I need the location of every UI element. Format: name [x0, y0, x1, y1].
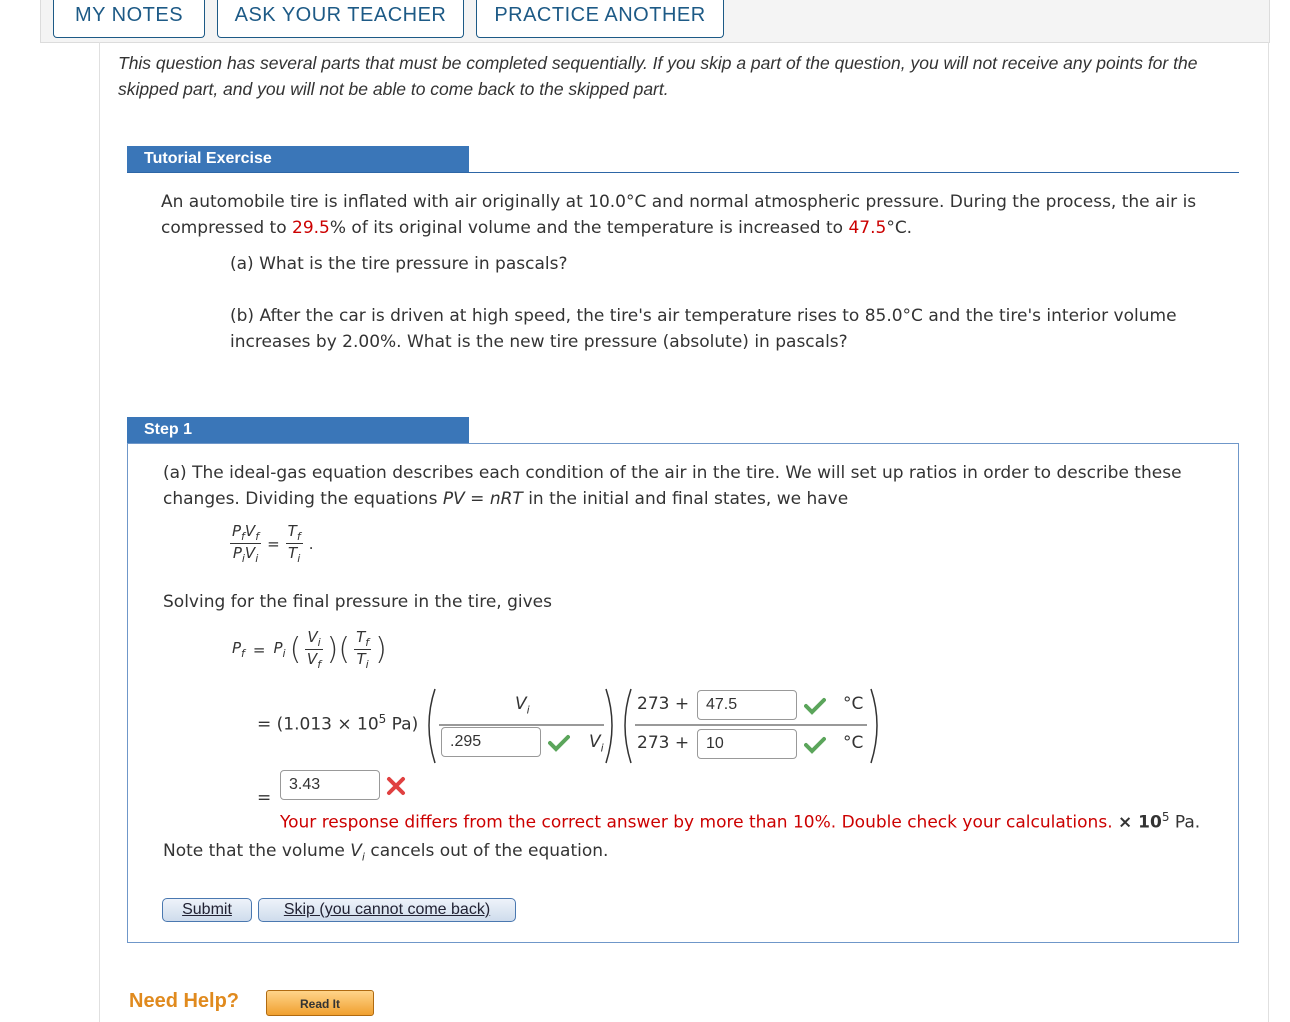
check-icon	[804, 697, 826, 715]
intro-text-3: °C.	[886, 218, 913, 238]
part-b-question: (b) After the car is driven at high speed, the tire's air temperature rises to 85.0°C and the tire's interior volume increases by 2.00%. What is the new tire pressure (absolute) in pascals?	[230, 306, 1177, 352]
step1-header	[127, 417, 1239, 443]
times-ten: × 10	[1118, 812, 1162, 833]
vi-numerator: $V_i$	[515, 694, 530, 717]
step1-intro	[163, 460, 1213, 512]
error-message: Your response differs from the correct answer by more than 10%. Double check your calculations.	[280, 812, 1113, 833]
intro-text-2: % of its original volume and the temperature is increased to	[329, 218, 849, 238]
ratio-equation: $\frac{P_fV_f}{P_iV_i}$ = $\frac{T_f}{T_i}$ .	[232, 522, 314, 565]
plus-273-bottom: 273 +	[637, 733, 690, 753]
volume-note: Note that the volume $V_i$ cancels out of the equation.	[163, 841, 609, 864]
step1-intro-2: in the initial and final states, we have	[522, 489, 849, 509]
celsius-bottom: °C	[843, 733, 864, 753]
step1-header-label: Step 1	[127, 417, 469, 443]
celsius-top: °C	[843, 694, 864, 714]
ti-input[interactable]	[697, 729, 797, 759]
note-text-1: Note that the volume	[163, 841, 351, 861]
sequential-notice: This question has several parts that must be completed sequentially. If you skip a part of the question, you will not receive any points for the skipped part, and you will not be able to come back to the skipped part.	[118, 53, 1198, 99]
solving-text: Solving for the final pressure in the tire, gives	[163, 592, 552, 612]
problem-statement	[161, 189, 1206, 241]
check-icon	[548, 734, 570, 752]
ideal-gas-equation: PV = nRT	[442, 489, 523, 509]
submit-button[interactable]: Submit	[162, 898, 252, 922]
note-text-2: cancels out of the equation.	[364, 841, 609, 861]
randomized-percent: 29.5	[292, 218, 330, 238]
tf-input[interactable]	[697, 690, 797, 720]
skip-button[interactable]: Skip (you cannot come back)	[258, 898, 516, 922]
pf-formula: $P_f$ = $P_i$ ( $\frac{V_i}{V_f}$ )( $\frac{T_f}{T_i}$ )	[232, 628, 387, 671]
tutorial-header	[127, 146, 1239, 173]
part-a-question: (a) What is the tire pressure in pascals?	[230, 254, 568, 274]
constant-text: = (1.013 × 10	[257, 714, 379, 735]
constant-term	[257, 712, 418, 735]
vi-denominator: $V_i$	[589, 732, 604, 755]
exponent: 5	[1161, 810, 1170, 824]
vf-ratio-input[interactable]	[441, 727, 541, 757]
randomized-temperature: 47.5	[848, 218, 887, 238]
constant-unit: Pa)	[386, 714, 419, 735]
intro-text-1: An automobile tire is inflated with air originally at 10.0°C and normal atmospheric pressure. During the process, the air is compressed to	[161, 192, 1197, 238]
tutorial-header-label: Tutorial Exercise	[127, 146, 469, 172]
unit-label: Pa.	[1169, 812, 1201, 833]
incorrect-x-icon	[386, 776, 406, 796]
check-icon	[804, 736, 826, 754]
step1-intro-1: (a) The ideal-gas equation describes each condition of the air in the tire. We will set up ratios in order to describe these changes. Dividing the equations	[163, 463, 1182, 509]
equals-sign: =	[257, 788, 272, 808]
practice-another-button[interactable]: PRACTICE ANOTHER	[476, 0, 724, 38]
constant-exponent: 5	[378, 712, 387, 726]
feedback-line	[280, 804, 1200, 836]
read-it-button[interactable]: Read It	[266, 990, 374, 1016]
ask-teacher-button[interactable]: ASK YOUR TEACHER	[217, 0, 464, 38]
plus-273-top: 273 +	[637, 694, 690, 714]
final-answer-input[interactable]	[280, 770, 380, 800]
my-notes-button[interactable]: MY NOTES	[53, 0, 205, 38]
need-help-label: Need Help?	[129, 990, 240, 1012]
